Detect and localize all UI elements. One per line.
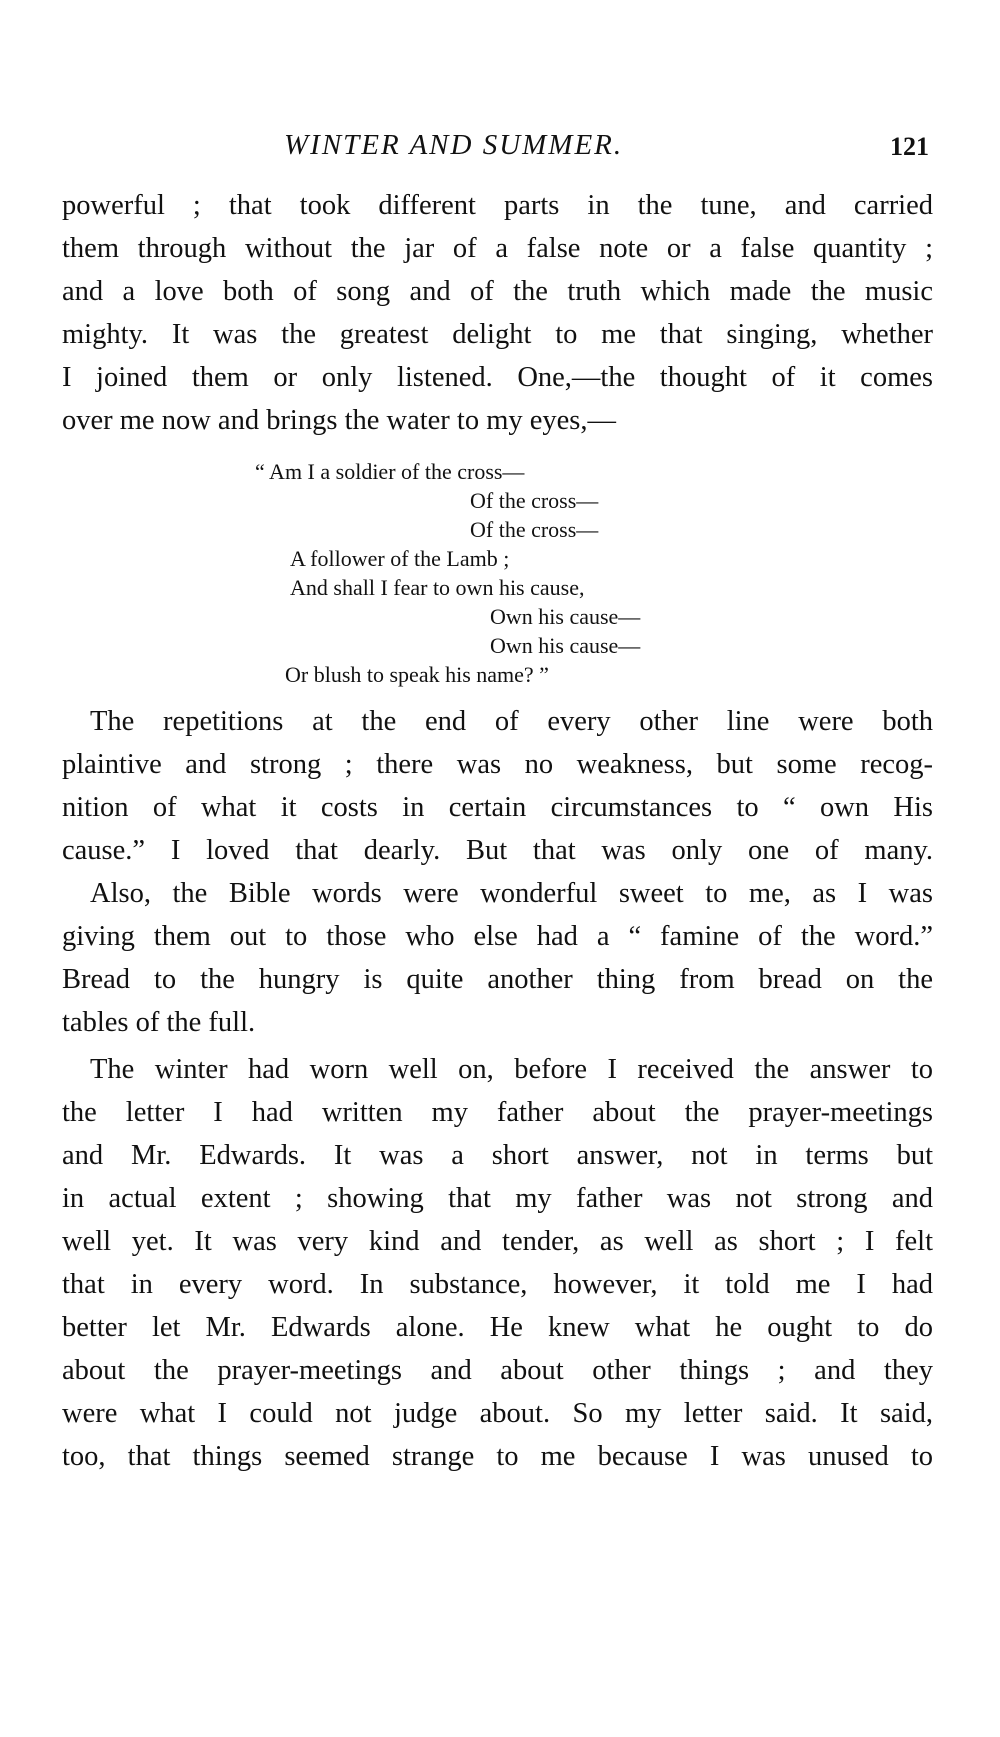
verse-line: “ Am I a soldier of the cross— bbox=[255, 459, 525, 484]
text-line: over me now and brings the water to my eyes,— bbox=[62, 405, 617, 436]
running-title: WINTER AND SUMMER. bbox=[284, 129, 624, 161]
page-number: 121 bbox=[890, 132, 929, 161]
text-line: too, that things seemed strange to me because I was unused to bbox=[62, 1441, 933, 1472]
text-line: giving them out to those who else had a “ famine of the word.” bbox=[62, 921, 933, 952]
text-line: well yet. It was very kind and tender, as well as short ; I felt bbox=[62, 1226, 933, 1257]
text-line: about the prayer-meetings and about other things ; and they bbox=[62, 1355, 933, 1386]
text-line: and a love both of song and of the truth which made the music bbox=[62, 276, 933, 307]
text-line: plaintive and strong ; there was no weakness, but some recog- bbox=[62, 749, 933, 780]
text-line: The winter had worn well on, before I received the answer to bbox=[90, 1054, 933, 1085]
text-line: better let Mr. Edwards alone. He knew what he ought to do bbox=[62, 1312, 933, 1343]
text-line: and Mr. Edwards. It was a short answer, not in terms but bbox=[62, 1140, 933, 1171]
verse-line: Of the cross— bbox=[470, 517, 599, 542]
verse-line: And shall I fear to own his cause, bbox=[290, 575, 585, 600]
text-line: were what I could not judge about. So my letter said. It said, bbox=[62, 1398, 933, 1429]
text-line: them through without the jar of a false note or a false quantity ; bbox=[62, 233, 933, 264]
text-line: I joined them or only listened. One,—the thought of it comes bbox=[62, 362, 933, 393]
text-line: Also, the Bible words were wonderful sweet to me, as I was bbox=[90, 878, 933, 909]
text-line: cause.” I loved that dearly. But that was only one of many. bbox=[62, 835, 933, 866]
running-head bbox=[0, 128, 1000, 168]
verse-line: Of the cross— bbox=[470, 488, 599, 513]
text-line: The repetitions at the end of every other line were both bbox=[90, 706, 933, 737]
text-line: in actual extent ; showing that my father was not strong and bbox=[62, 1183, 933, 1214]
text-line: tables of the full. bbox=[62, 1007, 256, 1038]
text-line: Bread to the hungry is quite another thing from bread on the bbox=[62, 964, 933, 995]
verse-line: Own his cause— bbox=[490, 604, 641, 629]
text-line: nition of what it costs in certain circumstances to “ own His bbox=[62, 792, 933, 823]
text-line: powerful ; that took different parts in the tune, and carried bbox=[62, 190, 933, 221]
verse-line: Or blush to speak his name? ” bbox=[285, 662, 549, 687]
text-line: the letter I had written my father about the prayer-meetings bbox=[62, 1097, 933, 1128]
text-line: mighty. It was the greatest delight to me that singing, whether bbox=[62, 319, 933, 350]
verse-line: A follower of the Lamb ; bbox=[290, 546, 510, 571]
text-line: that in every word. In substance, however, it told me I had bbox=[62, 1269, 933, 1300]
verse-line: Own his cause— bbox=[490, 633, 641, 658]
